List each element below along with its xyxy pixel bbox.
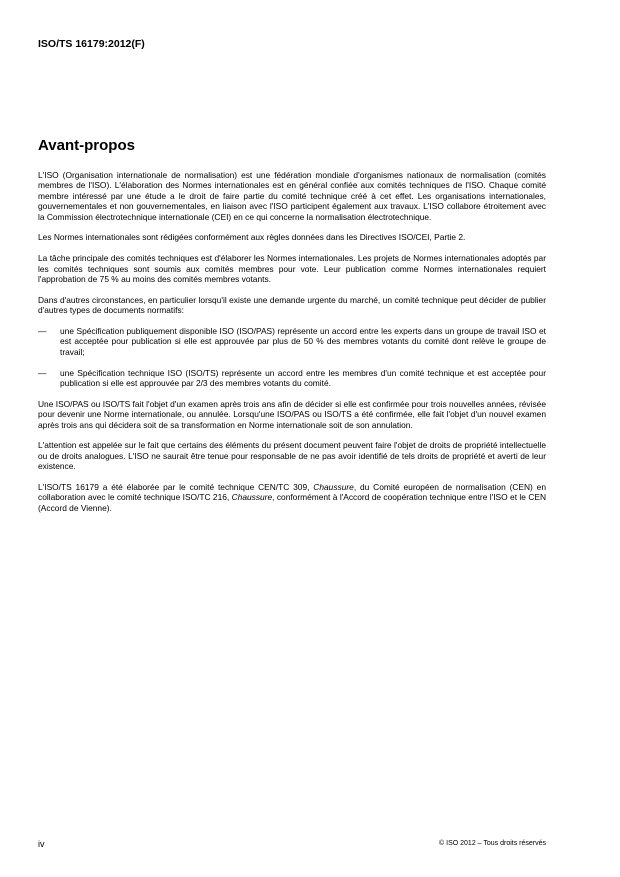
- committee-name: Chaussure: [231, 492, 273, 503]
- paragraph: L'ISO (Organisation internationale de normalisation) est une fédération mondiale d'organismes nationaux de normalisation (comités membres de l'ISO). L'élaboration des Normes internationales est en général confiée aux comités techniques de l'ISO. Chaque comité membre intéressé par une étude a le droit de faire partie du comité technique créé à cet effet. Les organisations internationales, gouvernementales et non gouvernementales, en liaison avec l'ISO participent également aux travaux. L'ISO collabore étroitement avec la Commission électrotechnique internationale (CEI) en ce qui concerne la normalisation électrotechnique.: [38, 170, 546, 222]
- list-dash: —: [38, 326, 47, 337]
- list-item: [38, 326, 546, 357]
- list-item-text: une Spécification publiquement disponible ISO (ISO/PAS) représente un accord entre les experts dans un groupe de travail ISO et est acceptée pour publication si elle est approuvée par plus de 50 % des membres votants du comité dont relève le groupe de travail;: [60, 326, 546, 357]
- paragraph: L'attention est appelée sur le fait que certains des éléments du présent document peuvent faire l'objet de droits de propriété intellectuelle ou de droits analogues. L'ISO ne saurait être tenue pour responsable de ne pas avoir identifié de tels droits de propriété et averti de leur existence.: [38, 440, 546, 472]
- foreword-body: [38, 170, 546, 524]
- paragraph: Une ISO/PAS ou ISO/TS fait l'objet d'un examen après trois ans afin de décider si elle est confirmée pour trois nouvelles années, révisée pour devenir une Norme internationale, ou annulée. Lorsqu'une ISO/PAS ou ISO/TS a été confirmée, elle fait l'objet d'un nouvel examen après trois ans qui décidera soit de sa transformation en Norme internationale soit de son annulation.: [38, 398, 546, 430]
- paragraph: La tâche principale des comités techniques est d'élaborer les Normes internationales. Les projets de Normes internationales adoptés par les comités techniques sont soumis aux comités membres pour vote. Leur publication comme Normes internationales requiert l'approbation de 75 % au moins des comités membres votants.: [38, 253, 546, 285]
- paragraph: Dans d'autres circonstances, en particulier lorsqu'il existe une demande urgente du marché, un comité technique peut décider de publier d'autres types de documents normatifs:: [38, 294, 546, 316]
- list-item: [38, 368, 546, 389]
- committee-name: Chaussure: [313, 482, 354, 493]
- paragraph: Les Normes internationales sont rédigées conformément aux règles données dans les Directives ISO/CEI, Partie 2.: [38, 232, 466, 243]
- paragraph: [38, 482, 546, 513]
- paragraph-text: , conformément à l'Accord de coopération technique entre l'ISO et le CEN (Accord de Vienne).: [38, 492, 547, 513]
- page-number: iv: [38, 839, 45, 849]
- page-title: Avant-propos: [38, 137, 135, 154]
- list-item-text: une Spécification technique ISO (ISO/TS) représente un accord entre les membres d'un comité technique et est acceptée pour publication si elle est approuvée par 2/3 des membres votants du comité.: [60, 367, 546, 389]
- document-id: ISO/TS 16179:2012(F): [38, 38, 145, 50]
- paragraph-text: L'ISO/TS 16179 a été élaborée par le comité technique CEN/TC 309,: [38, 482, 314, 493]
- copyright-notice: © ISO 2012 – Tous droits réservés: [439, 840, 546, 847]
- list-dash: —: [38, 367, 47, 378]
- paragraph-text: , du Comité européen de normalisation (CEN) en collaboration avec le comité technique ISO/TC 216,: [38, 482, 546, 503]
